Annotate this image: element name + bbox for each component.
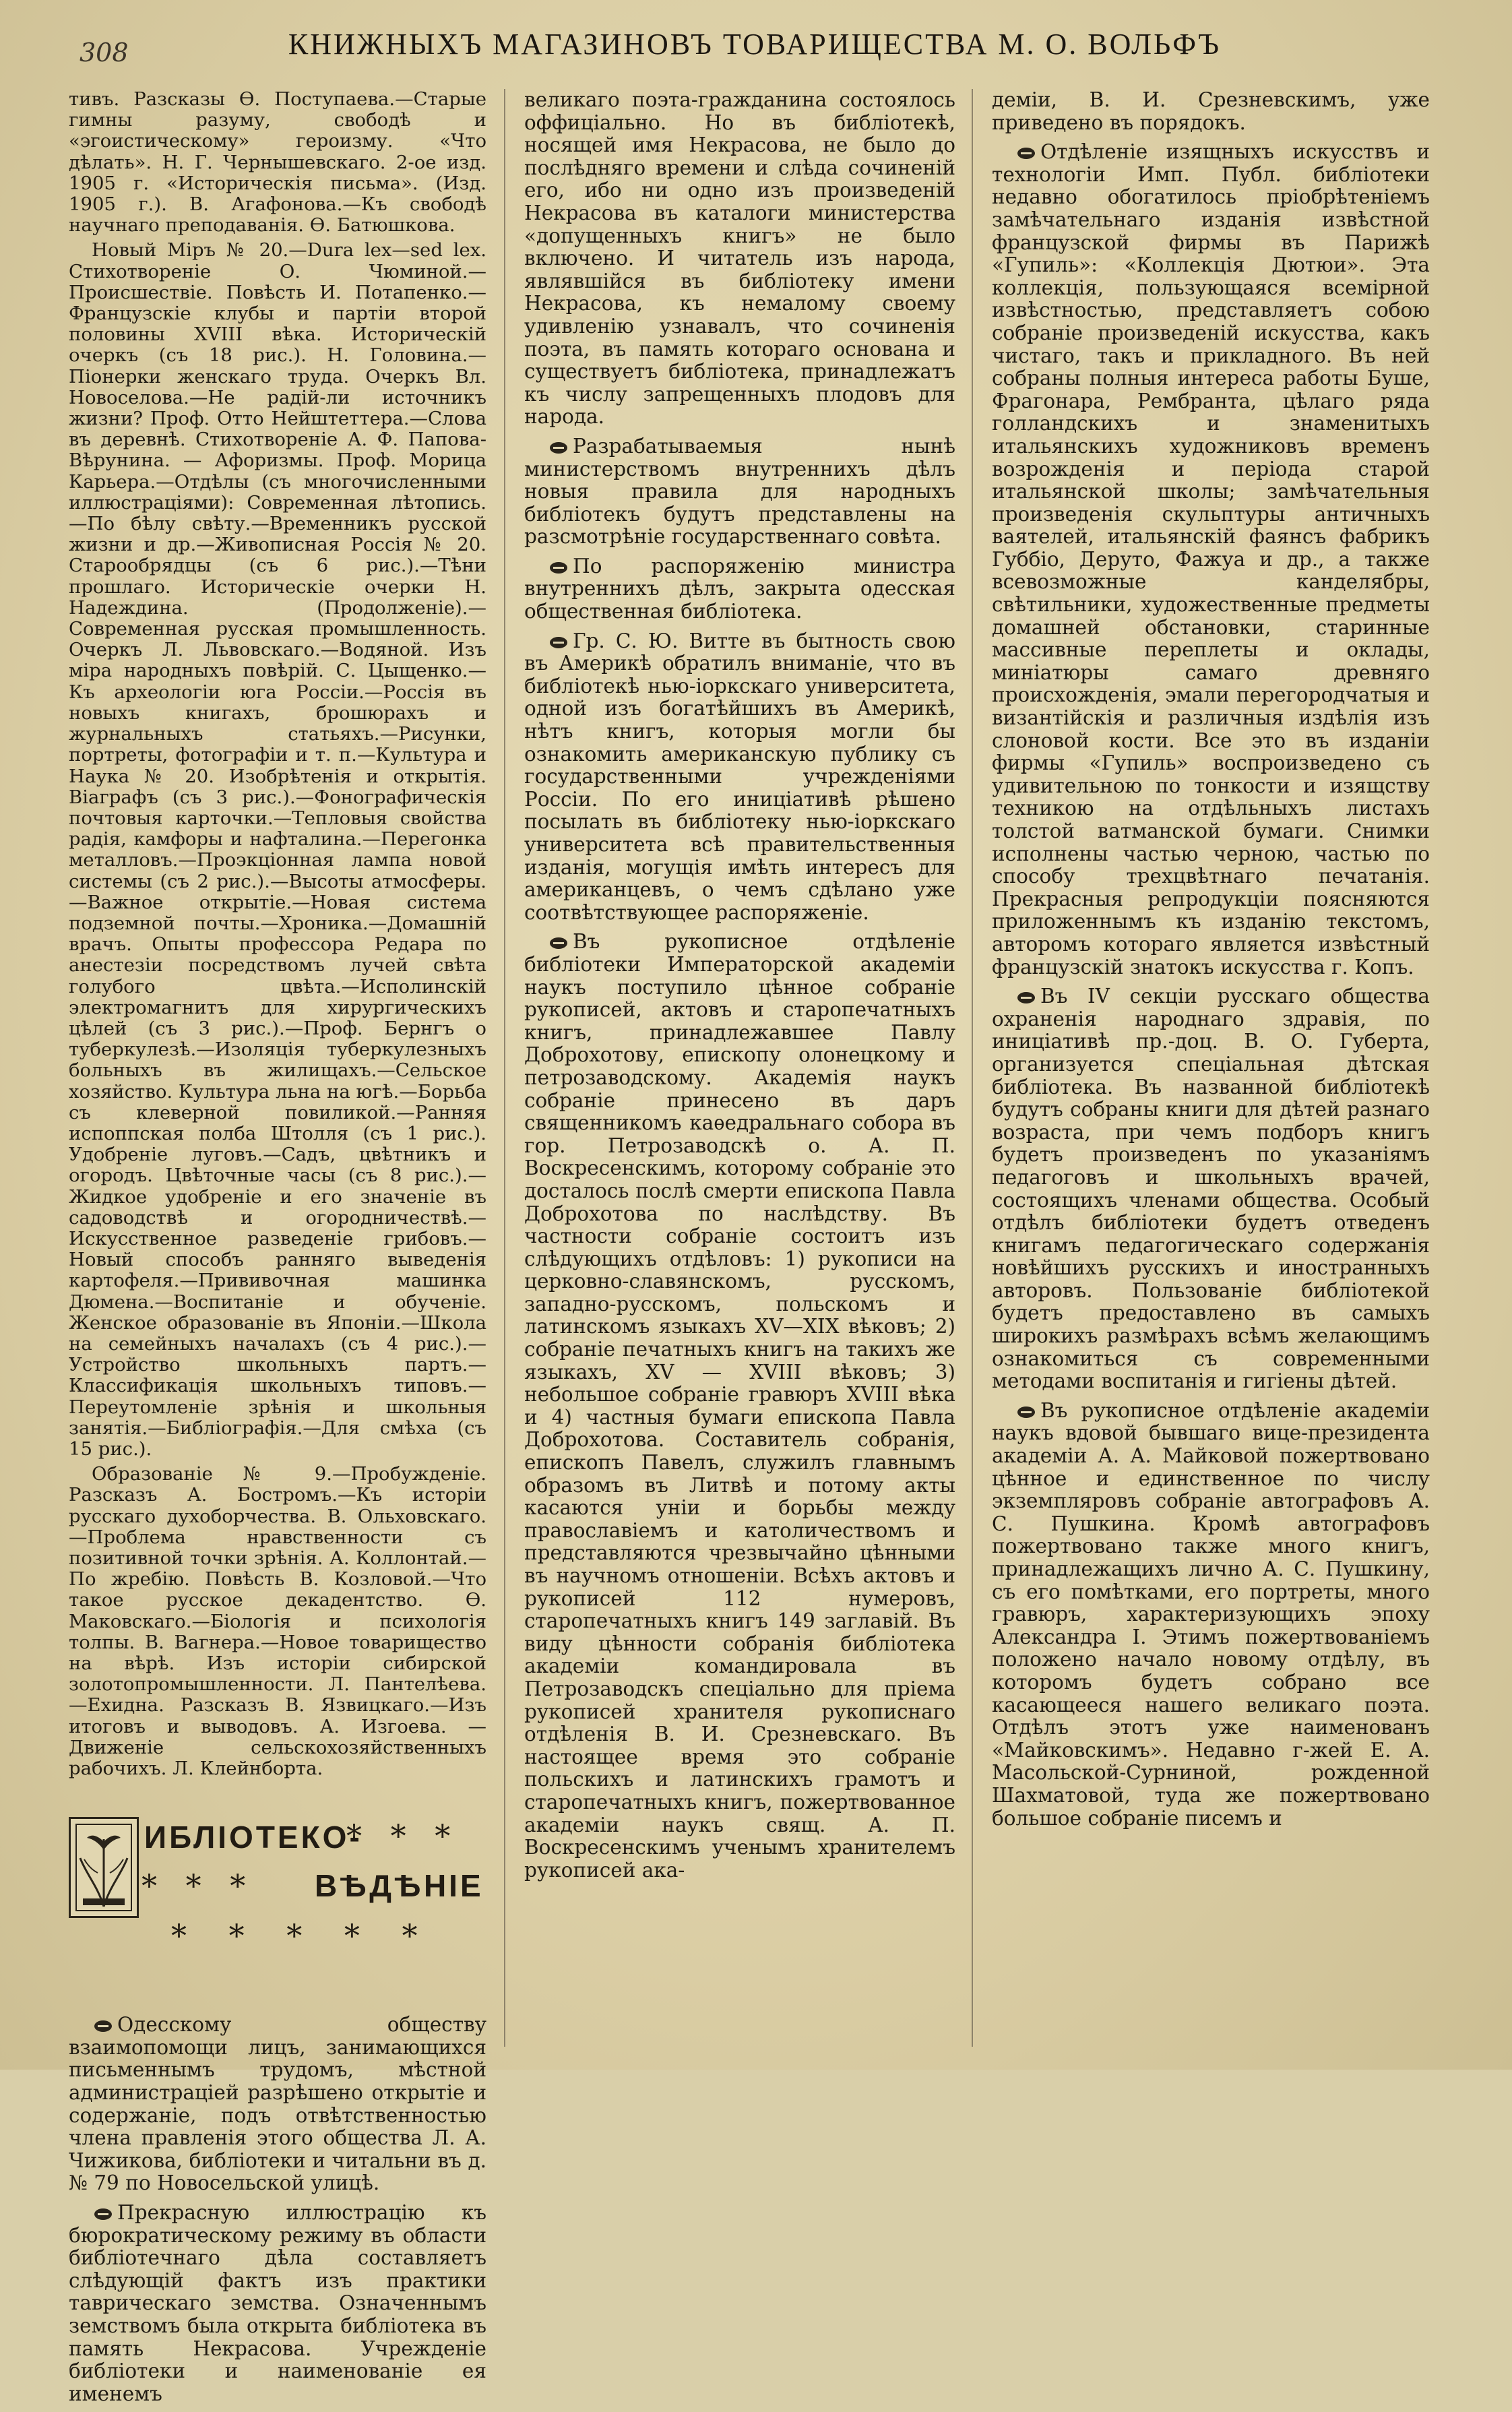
heading-line-2: ВѢДѢНІЕ <box>315 1868 484 1904</box>
heading-stars: * * * * * <box>171 1917 434 1954</box>
section-heading <box>69 1817 486 1999</box>
news-item: Отдѣленіе изящныхъ искусствъ и технологіи Имп. Публ. библіотеки недавно обогатилось пріобрѣтеніемъ замѣчательнаго изданія извѣстной французской фирмы въ Парижѣ «Гупиль»: «Коллекція Дютюи». Эта коллекція, пользующаяся всемірной извѣстностью, представляетъ собою собраніе произведеній искусства, какъ чистаго, такъ и прикладного. Въ ней собраны полныя интереса работы Буше, Фрагонара, Рембранта, цѣлаго ряда голландскихъ и знаменитыхъ итальянскихъ художниковъ временъ возрожденія и періода старой итальянской школы; замѣчательныя произведенія скульптуры античныхъ ваятелей, итальянскій фаянсъ фабрикъ Губбіо, Деруто, Фажуа и др., а также всевозможные канделябры, свѣтильники, художественные предметы домашней обстановки, старинные массивные переплеты и оклады, миніатюры самаго древняго происхожденія, эмали перегородчатыя и византійскія и различныя издѣлія изъ слоновой кости. Все это въ изданіи фирмы «Гупиль» воспроизведено съ удивительною по тонкости и изящству техникою на отдѣльныхъ листахъ толстой ватманской бумаги. Снимки исполнены частью черною, частью по способу трехцвѣтнаго печатанія. Прекрасныя репродукціи поясняются приложеннымъ къ изданію текстомъ, авторомъ котораго является извѣстный французскій знатокъ искусства г. Копъ. <box>992 140 1430 979</box>
news-item: Въ рукописное отдѣленіе библіотеки Императорской академіи наукъ поступило цѣнное собраніе рукописей, актовъ и старопечатныхъ книгъ, принадлежавшее Павлу Доброхотову, епископу олонецкому и петрозаводскому. Академія наукъ собраніе принесено въ даръ священникомъ каѳедральнаго собора въ гор. Петрозаводскѣ о. А. П. Воскресенскимъ, которому собраніе это досталось послѣ смерти епископа Павла Доброхотова по наслѣдству. Въ частности собраніе состоитъ изъ слѣдующихъ отдѣловъ: 1) рукописи на церковно-славянскомъ, русскомъ, западно-русскомъ, польскомъ и латинскомъ языкахъ XV—XIX вѣковъ; 2) собраніе печатныхъ книгъ на такихъ же языкахъ, XV — XVIII вѣковъ; 3) небольшое собраніе гравюръ XVIII вѣка и 4) частныя бумаги епископа Павла Доброхотова. Составитель собранія, епископъ Павелъ, служилъ главнымъ образомъ въ Литвѣ и потому акты касаются уніи и борьбы между православіемъ и католичествомъ и представляются чрезвычайно цѣнными въ научномъ отношеніи. Всѣхъ актовъ и рукописей 112 нумеровъ, старопечатныхъ книгъ 149 заглавій. Въ виду цѣнности собранія библіотека академіи командировала въ Петрозаводскъ спеціально для пріема рукописей хранителя рукописнаго отдѣленія В. И. Срезневскаго. Въ настоящее время это собраніе польскихъ и латинскихъ грамотъ и старопечатныхъ книгъ, пожертвованное академіи наукъ свящ. А. П. Воскресенскимъ ученымъ хранителемъ рукописей ака- <box>524 930 955 1882</box>
bullet-mark-icon <box>550 442 567 454</box>
page-number: 308 <box>80 38 129 67</box>
news-item: Въ IV секціи русскаго общества охраненія народнаго здравія, по иниціативѣ пр.-доц. В. О. Губерта, организуется спеціальная дѣтская библіотека. Въ названной библіотекѣ будутъ собраны книги для дѣтей разнаго возраста, при чемъ подборъ книгъ будетъ произведенъ по указаніямъ педагоговъ и школьныхъ врачей, состоящихъ членами общества. Особый отдѣлъ библіотеки будетъ отведенъ книгамъ педагогическаго содержанія новѣйшихъ русскихъ и иностранныхъ авторовъ. Пользованіе библіотекой будетъ предоставлено въ самыхъ широкихъ размѣрахъ всѣмъ желающимъ ознакомиться съ современными методами воспитанія и гигіены дѣтей. <box>992 985 1430 1393</box>
bullet-mark-icon <box>550 637 567 648</box>
bullet-mark-icon <box>94 2020 112 2032</box>
news-item: великаго поэта-гражданина состоялось оффиціально. Но въ библіотекѣ, носящей имя Некрасова, не было до послѣдняго времени и слѣда сочиненій его, ибо ни одно изъ произведеній Некрасова въ каталоги министерства «допущенныхъ книгъ» не было включено. И читатель изъ народа, являвшійся въ библіотеку имени Некрасова, къ немалому своему удивленію узнавалъ, что сочиненія поэта, въ память котораго основана и существуетъ библіотека, принадлежатъ къ числу запрещенныхъ плодовъ для народа. <box>524 88 955 429</box>
heading-stars: * * * <box>141 1867 255 1905</box>
contents-paragraph: Новый Міръ № 20.—Dura lex—sed lex. Стихотвореніе О. Чюминой.—Происшествіе. Повѣсть И. Потапенко.—Французскіе клубы и партіи второй половины XVIII вѣка. Историческій очеркъ (съ 18 рис.). Н. Головина.—Піонерки женскаго труда. Очеркъ Вл. Новоселова.—Не радій-ли источникъ жизни? Проф. Отто Нейштеттера.—Слова въ деревнѣ. Стихотвореніе А. Ф. Папова-Вѣрунина. — Афоризмы. Проф. Морица Карьера.—Отдѣлы (съ многочисленными иллюстраціями): Современная лѣтопись.—По бѣлу свѣту.—Временникъ русской жизни и др.—Живописная Россія № 20. Старообрядцы (съ 6 рис.).—Тѣни прошлаго. Историческіе очерки Н. Надеждина. (Продолженіе).—Современная русская промышленность. Очеркъ Л. Львовскаго.—Водяной. Изъ міра народныхъ повѣрій. С. Цыщенко.—Къ археологіи юга Россіи.—Россія въ новыхъ книгахъ, брошюрахъ и журнальныхъ статьяхъ.—Рисунки, портреты, фотографіи и т. п.—Культура и Наука № 20. Изобрѣтенія и открытія. Віаграфъ (съ 3 рис.).—Фонографическія почтовыя карточки.—Тепловыя свойства радія, камфоры и нафталина.—Перегонка металловъ.—Проэкціонная лампа новой системы (съ 2 рис.).—Высоты атмосферы.—Важное открытіе.—Новая система подземной почты.—Хроника.—Домашній врачъ. Опыты профессора Редара по анестезіи посредствомъ лучей свѣта голубого цвѣта.—Исполинскій электромагнитъ для хирургическихъ цѣлей (съ 3 рис.).—Проф. Бернгъ о туберкулезѣ.—Изоляція туберкулезныхъ больныхъ въ жилищахъ.—Сельское хозяйство. Культура льна на югѣ.—Борьба съ клеверной повиликой.—Ранняя испоппская полба Штолля (съ 1 рис.). Удобреніе луговъ.—Садъ, цвѣтникъ и огородъ. Цвѣточные часы (съ 8 рис.).—Жидкое удобреніе и его значеніе въ садоводствѣ и огородничествѣ.—Искусственное разведеніе грибовъ.—Новый способъ ранняго выведенія картофеля.—Прививочная машинка Дюмена.—Воспитаніе и обученіе. Женское образованіе въ Японіи.—Школа на семейныхъ началахъ (съ 4 рис.).—Устройство школьныхъ партъ.—Классификація школьныхъ типовъ.—Переутомленіе зрѣнія и школьныя занятія.—Библіографія.—Для смѣха (съ 15 рис.). <box>69 239 486 1460</box>
news-item: Гр. С. Ю. Витте въ бытность свою въ Америкѣ обратилъ вниманіе, что въ библіотекѣ нью-іоркскаго университета, одной изъ богатѣйшихъ въ Америкѣ, нѣтъ книгъ, которыя могли бы ознакомить американскую публику съ государственными учрежденіями Россіи. По его иниціативѣ рѣшено посылать въ библіотеку нью-іоркскаго университета всѣ правительственныя изданія, могущія имѣть интересъ для американцевъ, о чемъ сдѣлано уже соотвѣтствующее распоряженіе. <box>524 629 955 924</box>
news-item: Прекрасную иллюстрацію къ бюрократическому режиму въ области библіотечнаго дѣла составляетъ слѣдующій фактъ изъ практики таврическаго земства. Означеннымъ земствомъ была открыта библіотека въ память Некрасова. Учрежденіе библіотеки и наименованіе ея именемъ <box>69 2201 486 2405</box>
news-item: Одесскому обществу взаимопомощи лицъ, занимающихся письменнымъ трудомъ, мѣстной администраціей разрѣшено открытіе и содержаніе, подъ отвѣтственностью члена правленія этого общества Л. А. Чижикова, библіотеки и читальни въ д. № 79 по Новосельской улицѣ. <box>69 2013 486 2195</box>
contents-paragraph: тивъ. Разсказы Ѳ. Поступаева.—Старые гимны разуму, свободѣ и «эгоистическому» героизму. «Что дѣлать». Н. Г. Чернышевскаго. 2-ое изд. 1905 г. «Историческія письма». (Изд. 1905 г.). В. Агафонова.—Къ свободѣ научнаго преподаванія. Ѳ. Батюшкова. <box>69 88 486 237</box>
ornamental-initial-b-icon <box>69 1817 139 1918</box>
bullet-mark-icon <box>1017 1406 1035 1418</box>
news-item: Разрабатываемыя нынѣ министерствомъ внутреннихъ дѣлъ новыя правила для народныхъ библіотекъ будутъ представлены на разсмотрѣніе государственнаго совѣта. <box>524 434 955 549</box>
heading-stars: * * * <box>346 1818 460 1855</box>
column-1 <box>69 89 486 2412</box>
bullet-mark-icon <box>1017 992 1035 1003</box>
bullet-mark-icon <box>550 937 567 949</box>
column-2 <box>524 89 955 1888</box>
heading-line-1: ИБЛІОТЕКО- <box>144 1820 363 1855</box>
contents-paragraph: Образованіе № 9.—Пробужденіе. Разсказъ А. Бостромъ.—Къ исторіи русскаго духоборчества. В. Ольховскаго.—Проблема нравственности съ позитивной точки зрѣнія. А. Коллонтай.—По жребію. Повѣсть В. Козловой.—Что такое русское декадентство. Ѳ. Маковскаго.—Біологія и психологія толпы. В. Вагнера.—Новое товарищество на вѣрѣ. Изъ исторіи сибирской золотопромышленности. Л. Пантелѣева.—Ехидна. Разсказъ В. Язвицкаго.—Изъ итоговъ и выводовъ. А. Изгоева. — Движеніе сельскохозяйственныхъ рабочихъ. Л. Клейнборта. <box>69 1463 486 1780</box>
news-item: Въ рукописное отдѣленіе академіи наукъ вдовой бывшаго вице-президента академіи А. А. Майковой пожертвовано цѣнное и единственное по числу экземпляровъ собраніе автографовъ А. С. Пушкина. Кромѣ автографовъ пожертвовано также много книгъ, принадлежащихъ лично А. С. Пушкину, съ его помѣтками, его портреты, много гравюръ, характеризующихъ эпоху Александра I. Этимъ пожертвованіемъ положено начало новому отдѣлу, въ которомъ будетъ собрано все касающееся нашего великаго поэта. Отдѣлъ этотъ уже наименованъ «Майковскимъ». Недавно г-жей Е. А. Масольской-Сурниной, рожденной Шахматовой, туда же пожертвовано большое собраніе писемъ и <box>992 1398 1430 1830</box>
column-3 <box>992 89 1430 1836</box>
column-rule <box>972 89 973 2047</box>
column-rule <box>504 89 505 2047</box>
running-head: КНИЖНЫХЪ МАГАЗИНОВЪ ТОВАРИЩЕСТВА М. О. ВОЛЬФЪ <box>288 28 1222 61</box>
news-item: По распоряженію министра внутреннихъ дѣлъ, закрыта одесская общественная библіотека. <box>524 554 955 623</box>
bullet-mark-icon <box>1017 148 1035 159</box>
bullet-mark-icon <box>550 562 567 574</box>
news-item: деміи, В. И. Срезневскимъ, уже приведено въ порядокъ. <box>992 88 1430 134</box>
bullet-mark-icon <box>94 2208 112 2220</box>
magazine-contents <box>69 89 486 1779</box>
